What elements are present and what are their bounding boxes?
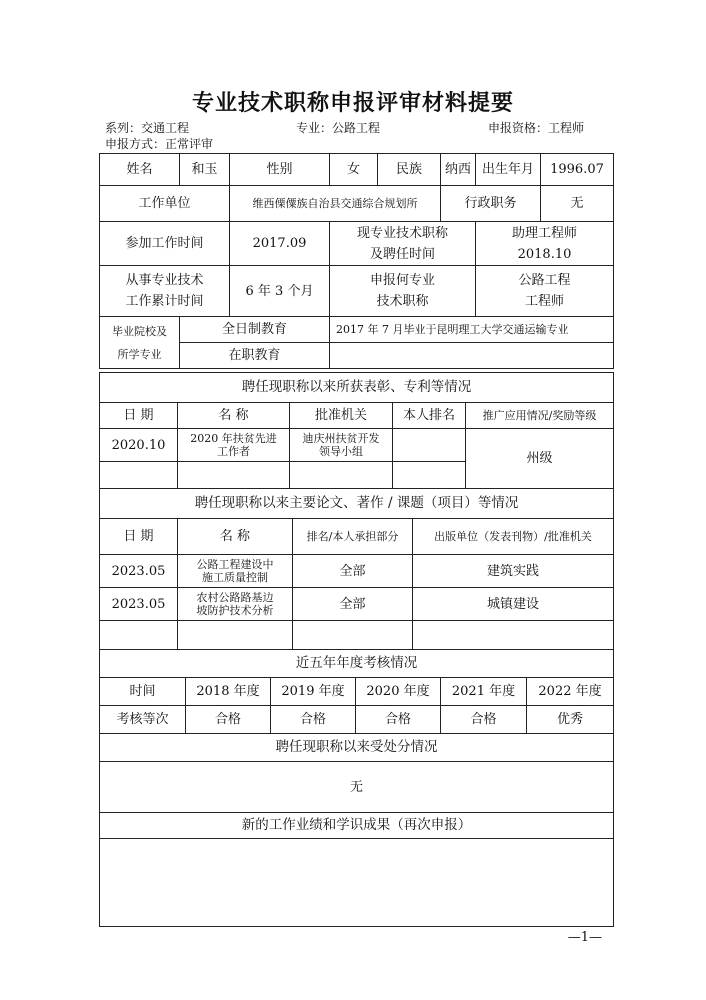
basic-row-5: [100, 317, 614, 343]
papers-header-pub: 出版单位（发表刊物）/批准机关: [413, 519, 614, 555]
paper-name-line1: 农村公路路基边: [196, 591, 274, 604]
assessment-year: 2019 年度: [271, 678, 356, 706]
years-value: 6 年 3 个月: [230, 266, 330, 317]
ethnic-value: 纳西: [441, 154, 476, 186]
current-title-value: [476, 222, 614, 266]
papers-table: [99, 488, 614, 650]
gender-label: 性别: [230, 154, 330, 186]
specialty-label: 专业：公路工程: [296, 121, 381, 135]
award-empty-cell: [178, 462, 290, 489]
years-label-line2: 工作累计时间: [125, 294, 204, 309]
papers-header-date: 日 期: [100, 519, 178, 555]
current-title-label-line1: 现专业技术职称: [356, 225, 448, 241]
papers-header-row: [100, 519, 614, 555]
paper-date: 2023.05: [100, 588, 178, 621]
basic-row-1: [100, 154, 614, 186]
basic-row-2: [100, 186, 614, 222]
apply-value-line2: 工程师: [524, 294, 564, 309]
basic-row-3: [100, 222, 614, 266]
parttime-value: [330, 343, 614, 369]
paper-pub: 城镇建设: [413, 588, 614, 621]
page-number: —1—: [567, 930, 602, 945]
name-label: 姓名: [100, 154, 180, 186]
fulltime-value: 2017 年 7 月毕业于昆明理工大学交通运输专业: [330, 317, 614, 343]
assessment-table: [99, 649, 614, 927]
paper-empty-cell: [100, 621, 178, 650]
name-value: 和玉: [180, 154, 230, 186]
parttime-label: 在职教育: [180, 343, 330, 369]
paper-empty-cell: [178, 621, 293, 650]
award-name-line1: 2020 年扶贫先进: [190, 432, 277, 445]
award-empty-cell: [290, 462, 393, 489]
basic-row-4: [100, 266, 614, 317]
ethnic-label: 民族: [378, 154, 441, 186]
assessment-grade: 优秀: [527, 706, 614, 734]
current-title-label-line2: 及聘任时间: [369, 246, 435, 262]
paper-name-line1: 公路工程建设中: [196, 558, 274, 571]
paper-name: [178, 588, 293, 621]
award-rank: [393, 429, 466, 462]
award-empty-cell: [393, 462, 466, 489]
paper-part: 全部: [293, 555, 413, 588]
assessment-grade: 合格: [441, 706, 527, 734]
assessment-grade-label: 考核等次: [100, 706, 186, 734]
document-title: 专业技术职称申报评审材料提要: [191, 90, 514, 116]
new-work-content: [100, 839, 614, 927]
assessment-grade: 合格: [186, 706, 271, 734]
award-date: 2020.10: [100, 429, 178, 462]
basic-info-table: [99, 153, 614, 369]
assessment-grade-row: [100, 706, 614, 734]
award-level: 州级: [466, 429, 614, 489]
papers-header-name: 名 称: [178, 519, 293, 555]
apply-label: [330, 266, 476, 317]
paper-empty-cell: [413, 621, 614, 650]
awards-section-title: 聘任现职称以来所获表彰、专利等情况: [100, 373, 614, 403]
qualification-label: 申报资格：工程师: [488, 121, 585, 135]
apply-value-line1: 公路工程: [518, 273, 571, 288]
apply-label-line1: 申报何专业: [369, 273, 435, 288]
paper-date: 2023.05: [100, 555, 178, 588]
award-name: [178, 429, 290, 462]
start-value: 2017.09: [230, 222, 330, 266]
position-label: 行政职务: [441, 186, 541, 222]
assessment-year: 2021 年度: [441, 678, 527, 706]
new-work-content-row: [100, 839, 614, 927]
method-label: 申报方式：正常评审: [105, 137, 214, 151]
paper-name-line2: 施工质量控制: [202, 571, 268, 584]
paper-name-line2: 坡防护技术分析: [196, 604, 274, 617]
awards-header-level: 推广应用情况/奖励等级: [466, 403, 614, 429]
series-label: 系列：交通工程: [105, 121, 190, 135]
awards-header-row: [100, 403, 614, 429]
current-title-label: [330, 222, 476, 266]
current-title-date: 2018.10: [517, 246, 572, 262]
table-row: [100, 429, 614, 462]
start-label: 参加工作时间: [100, 222, 230, 266]
years-label: [100, 266, 230, 317]
papers-section-row: [100, 489, 614, 519]
punish-content-row: [100, 762, 614, 813]
award-empty-cell: [100, 462, 178, 489]
assessment-year: 2020 年度: [356, 678, 441, 706]
assessment-section-row: [100, 650, 614, 678]
apply-label-line2: 技术职称: [376, 294, 429, 309]
assessment-year: 2018 年度: [186, 678, 271, 706]
award-org: [290, 429, 393, 462]
papers-header-part: 排名/本人承担部分: [293, 519, 413, 555]
unit-value: 维西傈僳族自治县交通综合规划所: [230, 186, 441, 222]
paper-pub: 建筑实践: [413, 555, 614, 588]
punish-section-title: 聘任现职称以来受处分情况: [100, 734, 614, 762]
table-row: [100, 555, 614, 588]
award-name-line2: 工作者: [217, 445, 250, 458]
awards-table: [99, 372, 614, 489]
papers-section-title: 聘任现职称以来主要论文、著作 / 课题（项目）等情况: [100, 489, 614, 519]
school-label-line1: 毕业院校及: [112, 324, 167, 338]
birth-label: 出生年月: [476, 154, 541, 186]
paper-empty-cell: [293, 621, 413, 650]
new-work-section-title: 新的工作业绩和学识成果（再次申报）: [100, 813, 614, 839]
paper-name: [178, 555, 293, 588]
awards-header-rank: 本人排名: [393, 403, 466, 429]
awards-section-row: [100, 373, 614, 403]
awards-header-name: 名 称: [178, 403, 290, 429]
unit-label: 工作单位: [100, 186, 230, 222]
assessment-year-row: [100, 678, 614, 706]
assessment-time-label: 时间: [100, 678, 186, 706]
school-label: [100, 317, 180, 369]
new-work-section-row: [100, 813, 614, 839]
table-row: [100, 621, 614, 650]
birth-value: 1996.07: [541, 154, 614, 186]
table-row: [100, 588, 614, 621]
years-label-line1: 从事专业技术: [125, 273, 204, 288]
assessment-grade: 合格: [356, 706, 441, 734]
apply-value: [476, 266, 614, 317]
assessment-section-title: 近五年年度考核情况: [100, 650, 614, 678]
paper-part: 全部: [293, 588, 413, 621]
punish-content: 无: [100, 762, 614, 813]
awards-header-org: 批准机关: [290, 403, 393, 429]
punish-section-row: [100, 734, 614, 762]
school-label-line2: 所学专业: [117, 347, 162, 361]
award-org-line2: 领导小组: [319, 445, 363, 458]
fulltime-label: 全日制教育: [180, 317, 330, 343]
current-title: 助理工程师: [511, 225, 577, 241]
position-value: 无: [541, 186, 614, 222]
assessment-grade: 合格: [271, 706, 356, 734]
awards-header-date: 日 期: [100, 403, 178, 429]
award-org-line1: 迪庆州扶贫开发: [302, 432, 380, 445]
assessment-year: 2022 年度: [527, 678, 614, 706]
gender-value: 女: [330, 154, 378, 186]
